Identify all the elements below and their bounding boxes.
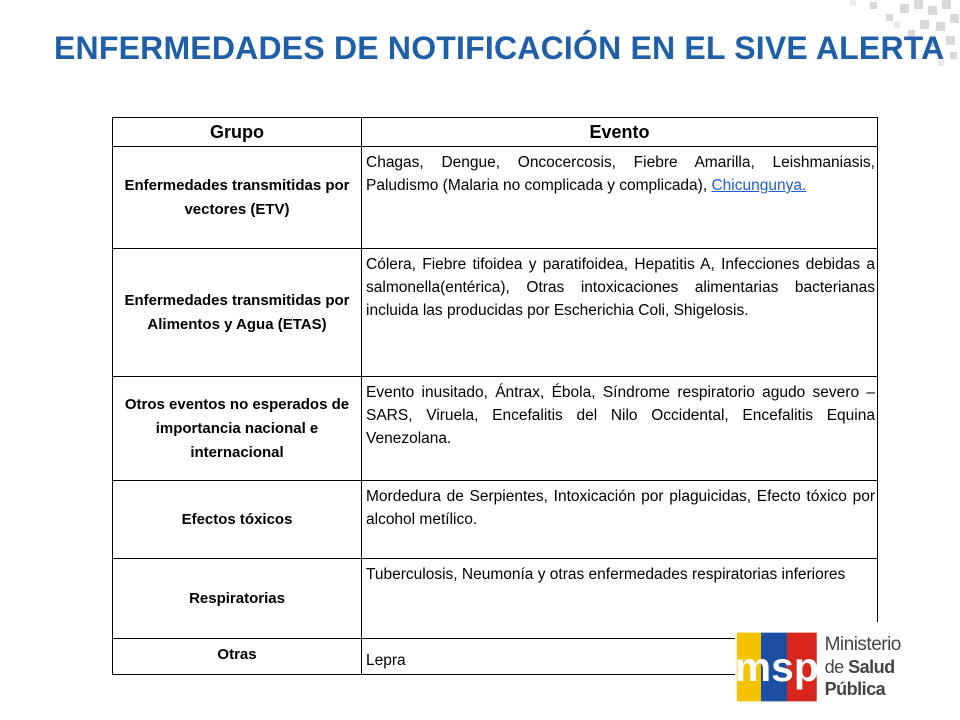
logo-line2-bold: Salud Pública <box>824 657 895 699</box>
msp-logo-icon <box>735 626 819 708</box>
evento-cell: Evento inusitado, Ántrax, Ébola, Síndrome respiratorio agudo severo – SARS, Viruela, Encefalitis del Nilo Occidental, Encefalitis Equina Venezolana. <box>362 377 878 481</box>
grupo-cell: Enfermedades transmitidas por Alimentos y Agua (ETAS) <box>113 249 362 377</box>
msp-logo <box>735 622 950 712</box>
grupo-cell: Otros eventos no esperados de importancia nacional e internacional <box>113 377 362 481</box>
logo-line1: Ministerio <box>824 634 901 655</box>
evento-cell: Lepra <box>362 639 878 675</box>
chicungunya-link[interactable]: Chicungunya. <box>711 177 807 194</box>
evento-text: Chagas, Dengue, Oncocercosis, Fiebre Amarilla, Leishmaniasis, Paludismo (Malaria no complicada y complicada), <box>366 154 875 194</box>
events-table <box>112 117 878 675</box>
slide-title: ENFERMEDADES DE NOTIFICACIÓN EN EL SIVE ALERTA <box>54 30 945 66</box>
logo-line2 <box>825 656 950 700</box>
logo-line2-prefix: de <box>824 657 849 677</box>
evento-cell <box>362 147 878 249</box>
evento-cell: Mordedura de Serpientes, Intoxicación por plaguicidas, Efecto tóxico por alcohol metílico. <box>362 481 878 559</box>
grupo-cell: Efectos tóxicos <box>113 481 362 559</box>
logo-text <box>825 634 950 700</box>
table-row <box>113 147 878 249</box>
header-grupo: Grupo <box>113 118 362 147</box>
header-evento: Evento <box>362 118 878 147</box>
table-row <box>113 377 878 481</box>
table-row <box>113 249 878 377</box>
grupo-cell: Otras <box>113 639 362 675</box>
table-row <box>113 481 878 559</box>
grupo-cell: Respiratorias <box>113 559 362 639</box>
evento-cell: Tuberculosis, Neumonía y otras enfermedades respiratorias inferiores <box>362 559 878 639</box>
table-header-row <box>113 118 878 147</box>
grupo-cell: Enfermedades transmitidas por vectores (ETV) <box>113 147 362 249</box>
evento-cell: Cólera, Fiebre tifoidea y paratifoidea, Hepatitis A, Infecciones debidas a salmonella(entérica), Otras intoxicaciones alimentarias bacterianas incluida las producidas por Escherichia Coli, Shigelosis. <box>362 249 878 377</box>
msp-logo-letters: msp <box>735 643 819 690</box>
